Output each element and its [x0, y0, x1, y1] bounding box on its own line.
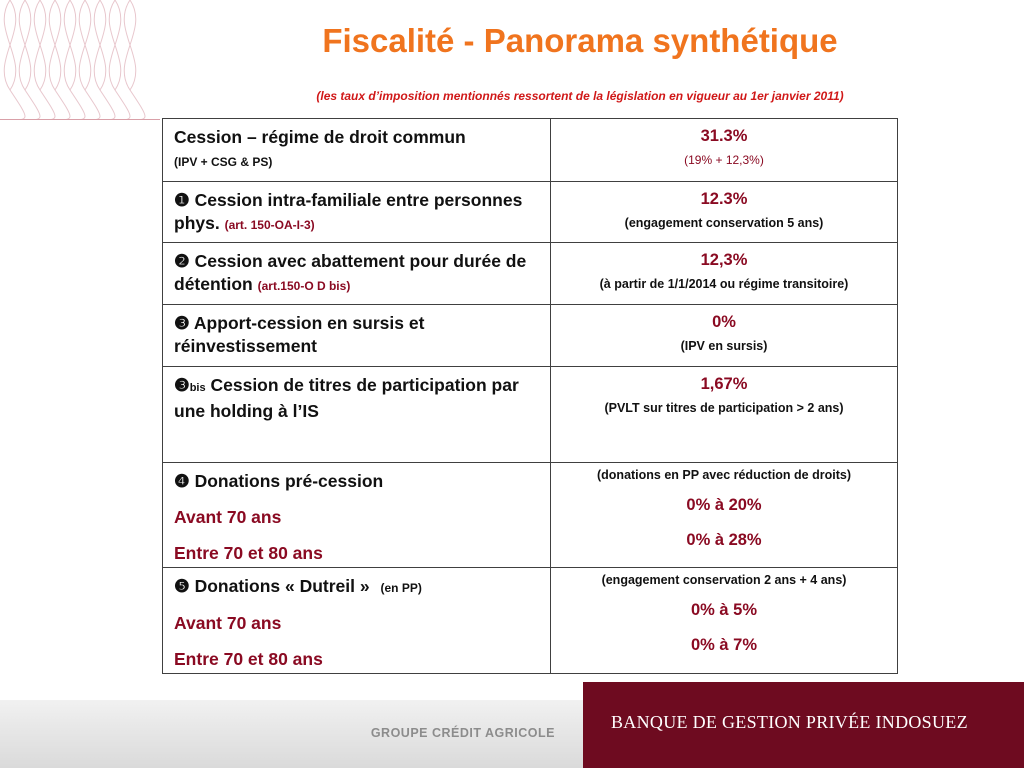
row-label: Cession de titres de participation par une holding à l’IS	[174, 375, 519, 421]
rate-note: (PVLT sur titres de participation > 2 ans)	[604, 401, 844, 415]
bullet-4-icon: ❹	[174, 471, 190, 491]
row-sublabel: (IPV + CSG & PS)	[174, 155, 273, 169]
table-row	[163, 182, 898, 243]
rate-header-note: (donations en PP avec réduction de droits)	[597, 468, 851, 482]
bis-suffix: bis	[189, 382, 206, 394]
label-cell	[163, 182, 551, 243]
table-row	[163, 463, 898, 568]
row-label: Cession – régime de droit commun	[174, 127, 466, 147]
tax-table-container	[162, 118, 898, 674]
rate-value-1: 0% à 20%	[686, 496, 762, 514]
footer-band-left	[0, 700, 583, 768]
label-cell	[163, 367, 551, 463]
table-row	[163, 305, 898, 367]
rate-note: (à partir de 1/1/2014 ou régime transitoire)	[599, 277, 849, 291]
label-cell	[163, 463, 551, 568]
age-bracket-1: Avant 70 ans	[174, 507, 282, 527]
row-label: Apport-cession en sursis et réinvestissement	[174, 313, 425, 356]
row-label: Cession avec abattement pour durée de détention	[174, 251, 527, 294]
label-cell	[163, 243, 551, 305]
table-row	[163, 367, 898, 463]
group-logo-text: GROUPE CRÉDIT AGRICOLE	[370, 726, 555, 740]
rate-value: 31.3%	[700, 127, 748, 145]
table-row	[163, 568, 898, 674]
rate-value: 12,3%	[700, 251, 748, 269]
page-subtitle: (les taux d’imposition mentionnés ressortent de la législation en vigueur au 1er janvier 2011)	[316, 89, 844, 103]
label-cell	[163, 305, 551, 367]
rate-note: (engagement conservation 5 ans)	[624, 216, 824, 230]
bullet-5-icon: ❺	[174, 576, 190, 596]
header-divider	[0, 119, 160, 120]
rate-cell	[551, 305, 898, 367]
rate-value-2: 0% à 28%	[686, 531, 762, 549]
row-label: Donations pré-cession	[194, 471, 384, 491]
row-label: Cession intra-familiale entre personnes phys.	[174, 190, 523, 233]
rate-value-1: 0% à 5%	[690, 601, 758, 619]
table-row	[163, 243, 898, 305]
rate-cell	[551, 367, 898, 463]
rate-value: 12.3%	[700, 190, 748, 208]
age-bracket-2: Entre 70 et 80 ans	[174, 543, 323, 563]
row-label: Donations « Dutreil »	[194, 576, 370, 596]
rate-note: (IPV en sursis)	[680, 339, 768, 353]
rate-cell	[551, 119, 898, 182]
rate-header-note: (engagement conservation 2 ans + 4 ans)	[601, 573, 847, 587]
rate-cell	[551, 182, 898, 243]
label-cell	[163, 568, 551, 674]
rate-value-2: 0% à 7%	[690, 636, 758, 654]
rate-cell	[551, 463, 898, 568]
page-title: Fiscalité - Panorama synthétique	[322, 22, 838, 59]
bullet-3-icon: ❸	[174, 313, 190, 333]
tax-table	[162, 118, 898, 674]
article-reference: (art. 150-OA-I-3)	[224, 218, 315, 232]
bullet-1-icon: ❶	[174, 190, 190, 210]
bullet-3-icon: ❸	[174, 375, 190, 395]
footer-band-right	[583, 682, 1024, 768]
bullet-2-icon: ❷	[174, 251, 190, 271]
age-bracket-2: Entre 70 et 80 ans	[174, 649, 323, 669]
rate-value: 1,67%	[700, 375, 748, 393]
row-qualifier: (en PP)	[380, 581, 422, 595]
bank-logo-text: BANQUE DE GESTION PRIVÉE INDOSUEZ	[611, 712, 968, 732]
article-reference: (art.150-O D bis)	[257, 279, 351, 293]
age-bracket-1: Avant 70 ans	[174, 613, 282, 633]
rate-cell	[551, 568, 898, 674]
rate-value: 0%	[712, 313, 736, 331]
rate-note: (19% + 12,3%)	[684, 153, 764, 167]
label-cell	[163, 119, 551, 182]
rate-cell	[551, 243, 898, 305]
table-row	[163, 119, 898, 182]
decorative-wave-pattern	[0, 0, 160, 120]
